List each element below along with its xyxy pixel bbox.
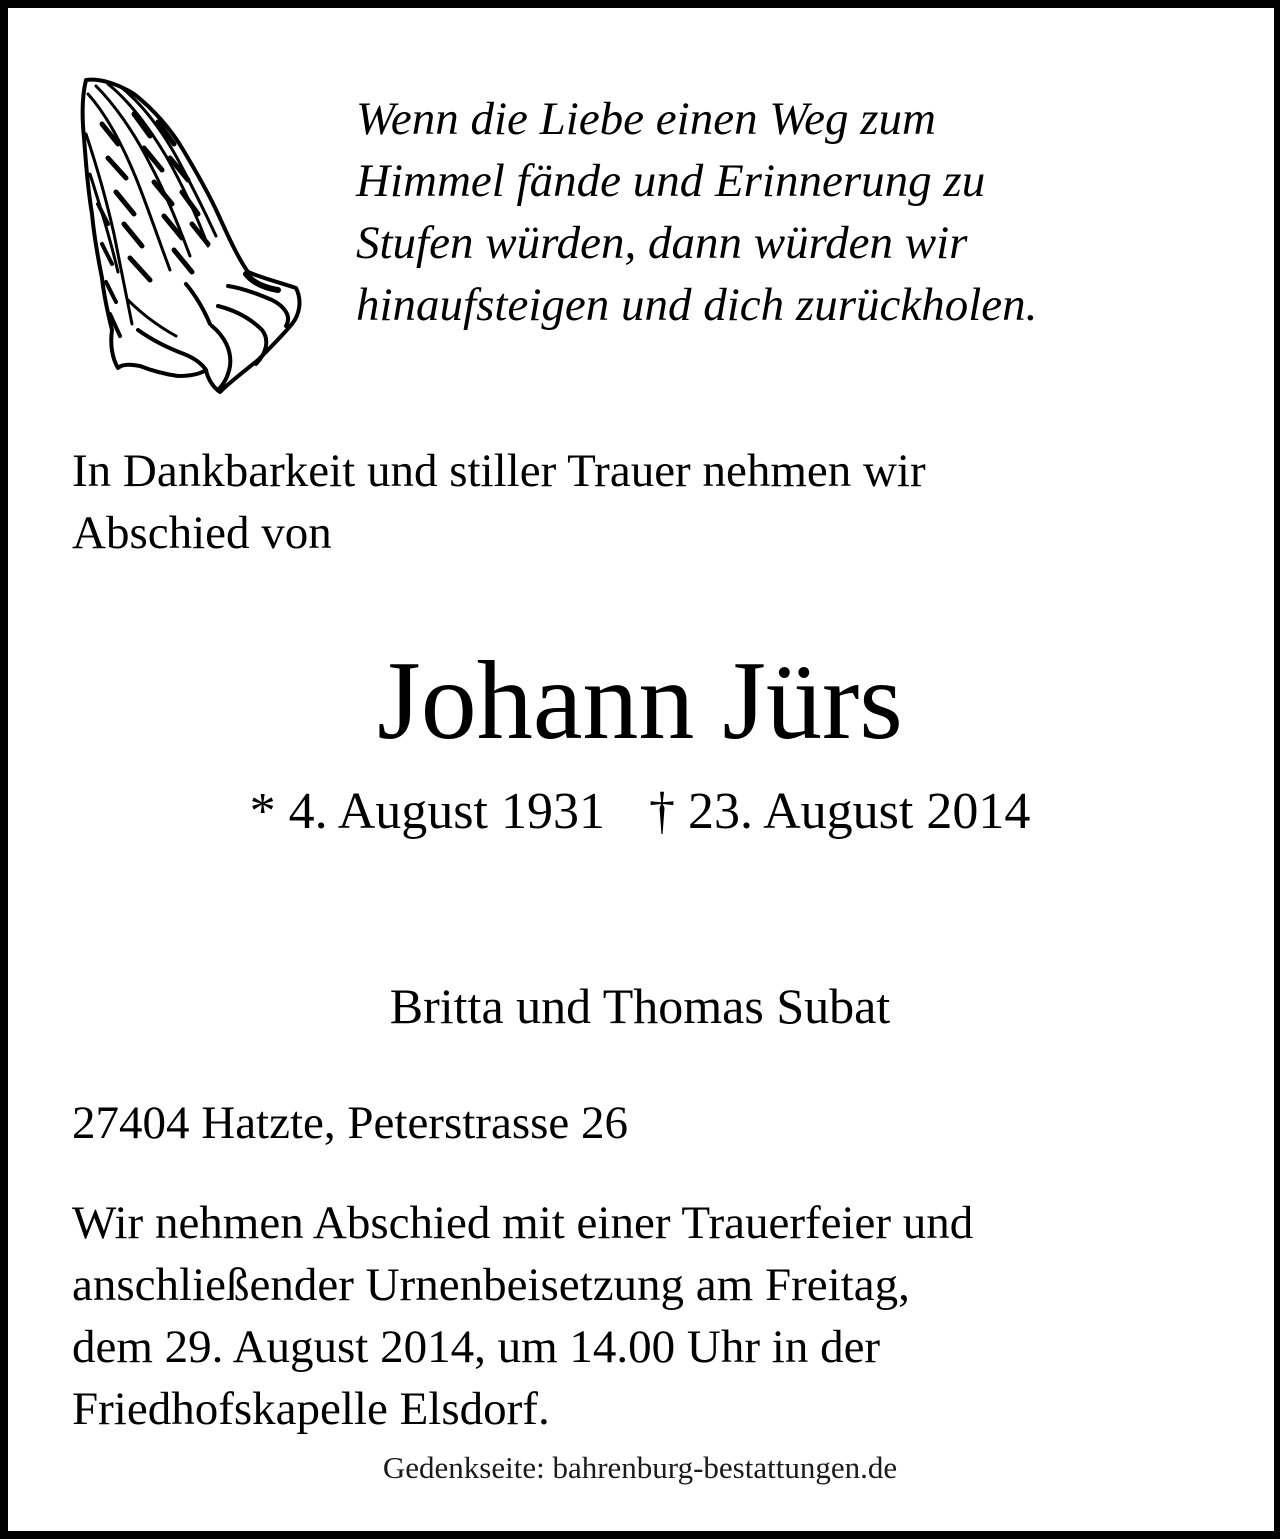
intro-line: Abschied von <box>72 507 332 559</box>
deceased-name: Johann Jürs <box>377 639 903 763</box>
mourners-address: 27404 Hatzte, Peterstrasse 26 <box>72 1097 629 1149</box>
poem-line: hinaufsteigen und dich zurückholen. <box>356 279 1038 331</box>
mourners-names: Britta und Thomas Subat <box>389 978 891 1034</box>
poem-line: Himmel fände und Erinnerung zu <box>356 155 986 207</box>
poem-line: Wenn die Liebe einen Weg zum <box>356 93 936 145</box>
service-line: anschließender Urnenbeisetzung am Freitag, <box>72 1259 910 1311</box>
death-date: † 23. August 2014 <box>649 783 1031 840</box>
intro-line: In Dankbarkeit und stiller Trauer nehmen wir <box>72 445 926 497</box>
service-line: Friedhofskapelle Elsdorf. <box>72 1383 550 1435</box>
service-details <box>72 1192 1222 1440</box>
poem-line: Stufen würden, dann würden wir <box>356 217 968 269</box>
poem-verse <box>356 88 1236 336</box>
praying-hands-icon <box>78 74 304 396</box>
birth-date: * 4. August 1931 <box>249 783 605 840</box>
service-line: dem 29. August 2014, um 14.00 Uhr in der <box>72 1321 881 1373</box>
service-line: Wir nehmen Abschied mit einer Trauerfeier und <box>72 1197 974 1249</box>
intro-text <box>72 440 1222 564</box>
memorial-page-footer: Gedenkseite: bahrenburg-bestattungen.de <box>382 1450 898 1485</box>
life-dates <box>0 780 1280 844</box>
